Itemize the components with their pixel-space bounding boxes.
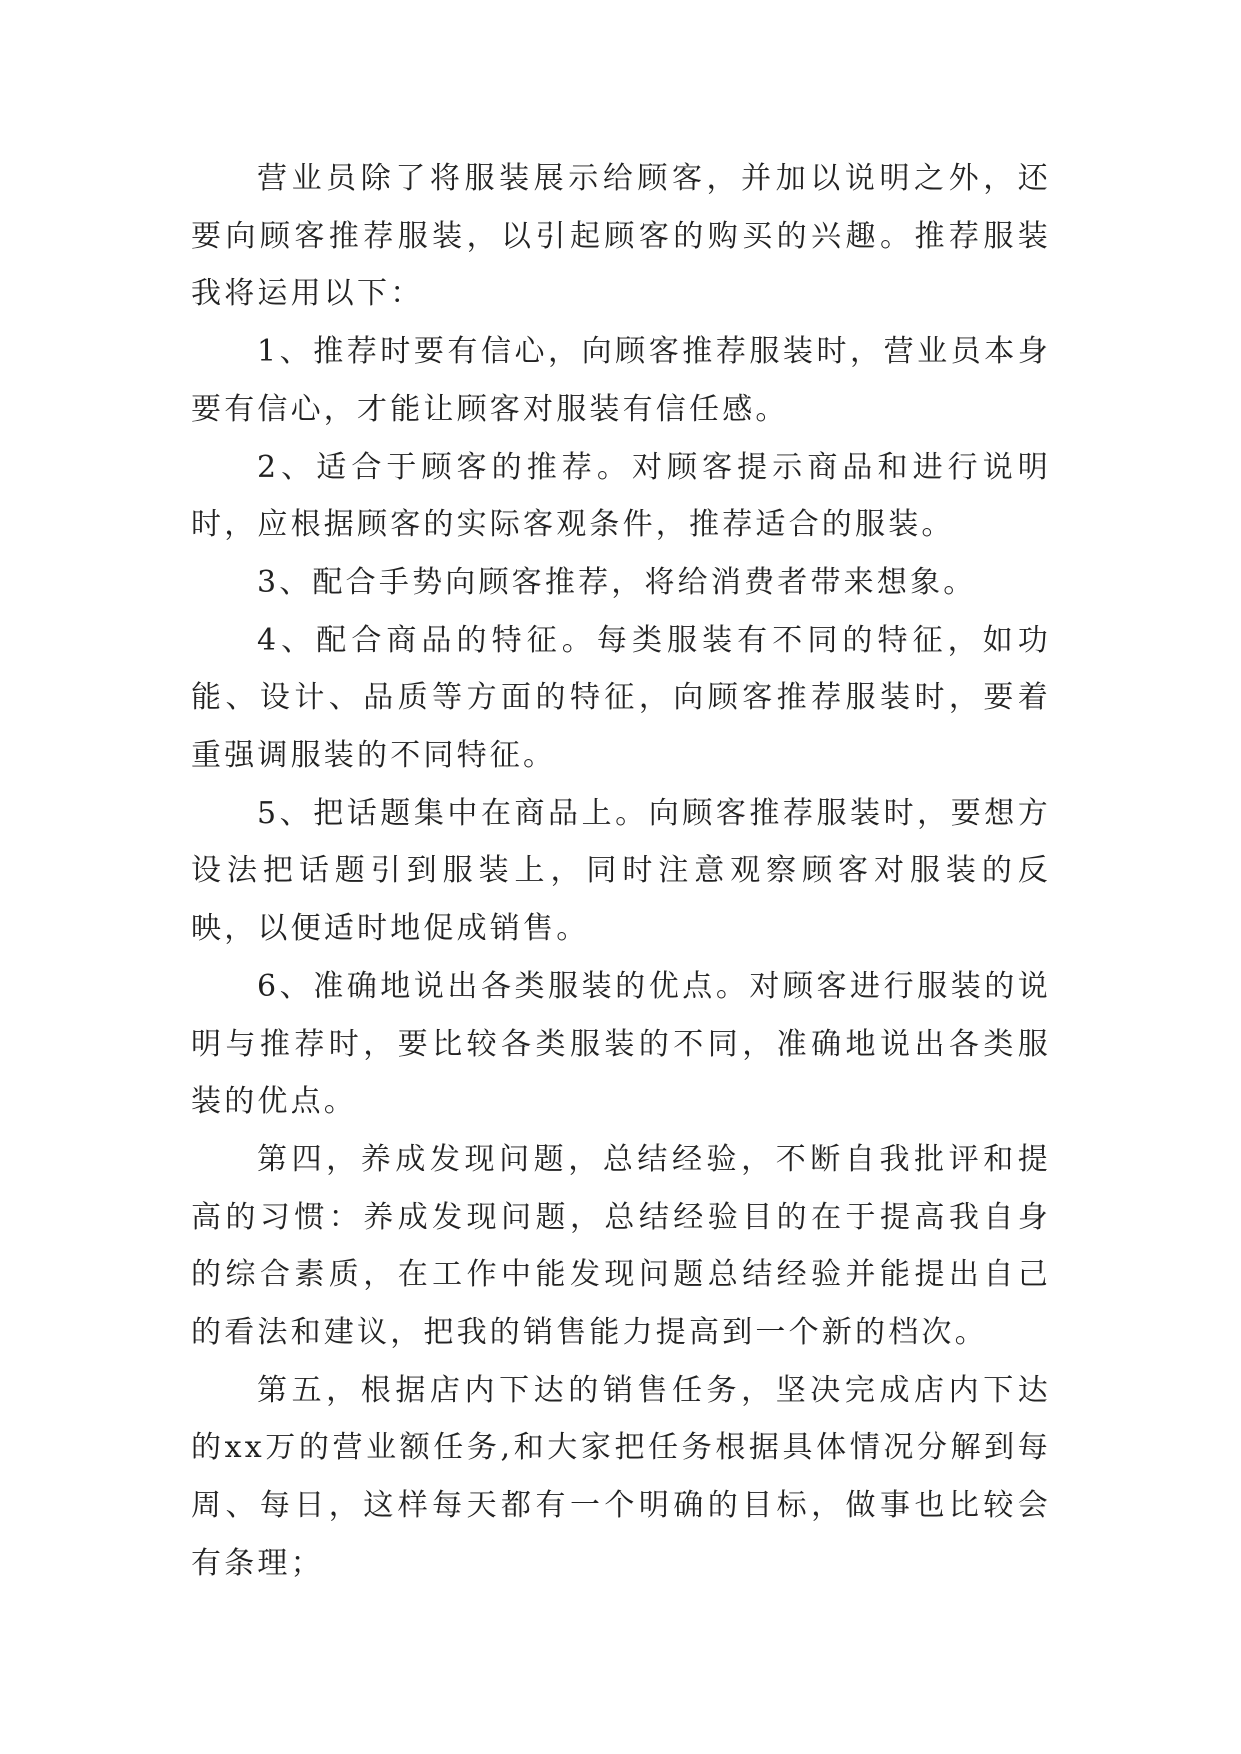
paragraph-point-3: 3、配合手势向顾客推荐，将给消费者带来想象。 (257, 564, 977, 600)
paragraph-fifth: 第五，根据店内下达的销售任务，坚决完成店内下达的xx万的营业额任务,和大家把任务根据具体情况分解到每周、每日，这样每天都有一个明确的目标，做事也比较会有条理； (191, 1372, 1051, 1581)
paragraph-fourth: 第四，养成发现问题，总结经验，不断自我批评和提高的习惯：养成发现问题，总结经验目的在于提高我自身的综合素质，在工作中能发现问题总结经验并能提出自己的看法和建议，把我的销售能力提高到一个新的档次。 (191, 1141, 1051, 1351)
paragraph-point-1: 1、推荐时要有信心，向顾客推荐服装时，营业员本身要有信心，才能让顾客对服装有信任感。 (191, 334, 1051, 427)
document-body (191, 150, 1051, 1593)
paragraph-point-5: 5、把话题集中在商品上。向顾客推荐服装时，要想方设法把话题引到服装上，同时注意观察顾客对服装的反映，以便适时地促成销售。 (191, 795, 1051, 947)
paragraph-point-6: 6、准确地说出各类服装的优点。对顾客进行服装的说明与推荐时，要比较各类服装的不同，准确地说出各类服装的优点。 (191, 968, 1051, 1120)
paragraph-point-2: 2、适合于顾客的推荐。对顾客提示商品和进行说明时，应根据顾客的实际客观条件，推荐适合的服装。 (191, 449, 1051, 543)
paragraph-point-4: 4、配合商品的特征。每类服装有不同的特征，如功能、设计、品质等方面的特征，向顾客推荐服装时，要着重强调服装的不同特征。 (191, 622, 1051, 774)
paragraph-intro: 营业员除了将服装展示给顾客，并加以说明之外，还要向顾客推荐服装，以引起顾客的购买的兴趣。推荐服装我将运用以下： (191, 161, 1051, 312)
